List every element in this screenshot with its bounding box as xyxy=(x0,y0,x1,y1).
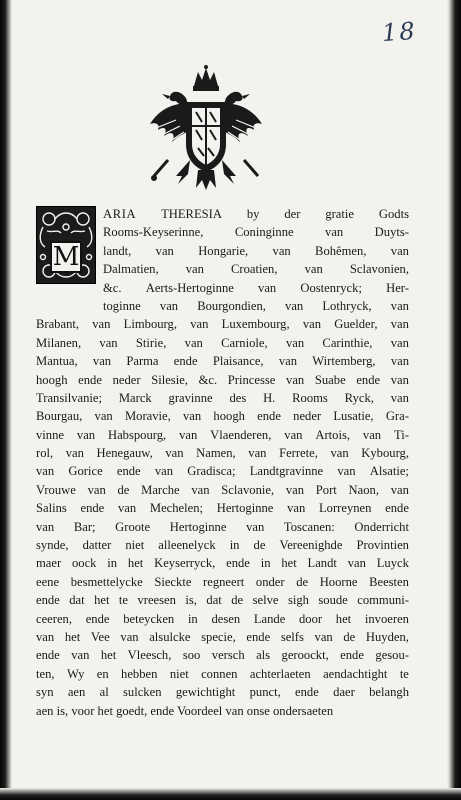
word: Alsatie; xyxy=(369,464,409,479)
word: invoeren xyxy=(364,611,409,626)
word: ende xyxy=(246,629,271,644)
word: ende xyxy=(85,611,110,626)
word: Limbourg, xyxy=(123,317,177,332)
word: gesou- xyxy=(375,648,409,663)
text-line xyxy=(36,518,409,536)
word: selfs xyxy=(280,629,304,644)
word: specie, xyxy=(201,629,236,644)
word: aen xyxy=(67,685,86,700)
word: ende xyxy=(116,464,141,479)
word: synde, xyxy=(36,538,69,553)
word: van xyxy=(304,262,323,277)
word: van xyxy=(347,556,366,571)
word: van xyxy=(248,446,267,461)
text-line xyxy=(36,371,409,389)
word: Keyserryck, xyxy=(154,556,216,571)
word: van xyxy=(278,354,298,369)
word: by xyxy=(246,207,260,221)
word: Rooms-Keyserinne, xyxy=(103,225,204,240)
word: Vleesch, xyxy=(127,648,172,663)
word: Bohêmen, xyxy=(315,243,367,258)
word: ende xyxy=(226,556,250,571)
word: selve xyxy=(252,593,279,608)
word: Vlaenderen, xyxy=(210,427,272,442)
word: des xyxy=(229,390,247,405)
word: van xyxy=(65,446,84,461)
word: Rooms xyxy=(292,390,328,405)
word: in xyxy=(229,538,240,553)
word: Guelder, xyxy=(334,317,378,332)
word: aendachtight xyxy=(323,666,388,681)
word: in xyxy=(260,556,271,571)
word: Ryck, xyxy=(344,390,374,405)
word: alleenelyck xyxy=(158,538,216,553)
word: Marck xyxy=(118,390,152,405)
word: gratie xyxy=(325,207,354,221)
word: &c. xyxy=(198,372,218,387)
word: van xyxy=(179,427,198,442)
page-edge-right xyxy=(447,0,461,800)
word: datter xyxy=(82,538,112,553)
word: dat xyxy=(69,593,85,608)
word: THERESIA xyxy=(161,207,222,221)
word: oock xyxy=(71,556,97,571)
word: neder xyxy=(293,409,322,424)
word: regneert xyxy=(203,574,245,589)
word: de xyxy=(117,482,130,497)
word: van xyxy=(99,335,118,350)
text-line xyxy=(36,315,409,333)
word: Transilvanie; xyxy=(36,390,103,405)
word: landt, xyxy=(103,243,132,258)
word: Princesse xyxy=(227,372,276,387)
word: ende xyxy=(36,593,60,608)
word: het xyxy=(64,629,81,644)
word: Naon, xyxy=(348,482,379,497)
word: in xyxy=(187,611,198,626)
word: hoogh xyxy=(36,372,68,387)
word: soo xyxy=(182,648,201,663)
word: Suabe xyxy=(314,372,346,387)
word: Godts xyxy=(378,207,409,221)
word: der xyxy=(284,207,301,221)
word: van xyxy=(390,243,409,258)
word: Milanen, xyxy=(36,335,82,350)
word: Duyts- xyxy=(374,225,409,240)
text-line xyxy=(36,242,409,260)
word: van xyxy=(286,372,305,387)
word: Stirie, xyxy=(135,335,167,350)
word: eene xyxy=(36,574,60,589)
word: de xyxy=(231,593,244,608)
word: van xyxy=(120,629,139,644)
word: het xyxy=(281,556,297,571)
word: ende xyxy=(340,648,364,663)
word: Vrouwe xyxy=(36,482,76,497)
text-line xyxy=(36,389,409,407)
double-headed-eagle-emblem xyxy=(146,64,266,192)
word: Ti- xyxy=(394,427,409,442)
word: hoogh xyxy=(213,409,245,424)
word: alsulcke xyxy=(149,629,191,644)
word: van xyxy=(258,280,277,295)
word: van xyxy=(36,464,55,479)
word: Coninginne xyxy=(234,225,294,240)
word: Luxembourg, xyxy=(221,317,290,332)
text-line xyxy=(36,462,409,480)
word: van xyxy=(390,390,409,405)
word: van xyxy=(191,482,210,497)
text-line xyxy=(36,481,409,499)
word: ende xyxy=(356,372,381,387)
word: Carniole, xyxy=(221,335,268,350)
word: van xyxy=(159,298,179,313)
word: van xyxy=(390,354,409,369)
word: Habspourg, xyxy=(107,427,167,442)
word: Luyck xyxy=(376,556,409,571)
word: van xyxy=(246,519,265,534)
word: Onderricht xyxy=(354,519,409,534)
text-line xyxy=(36,536,409,554)
word: te xyxy=(118,593,129,608)
word: Bourgau, xyxy=(36,409,83,424)
word: vreesen xyxy=(137,593,176,608)
word: van xyxy=(36,519,55,534)
word: dat xyxy=(206,593,222,608)
page-edge-left xyxy=(0,0,12,800)
word: Marche xyxy=(141,482,180,497)
text-line xyxy=(36,334,409,352)
word: versch xyxy=(211,648,245,663)
word: van xyxy=(314,629,333,644)
word: ende xyxy=(173,354,198,369)
word: Plaisance, xyxy=(212,354,264,369)
word: van xyxy=(390,372,409,387)
word: Henegauw, xyxy=(96,446,153,461)
word: gewichtight xyxy=(175,685,236,700)
word: Gorice xyxy=(68,464,103,479)
word: het xyxy=(94,593,110,608)
word: Bar; xyxy=(73,519,96,534)
word: ceeren, xyxy=(36,611,72,626)
word: &c. xyxy=(103,280,122,295)
word: gravinne xyxy=(168,390,213,405)
word: van xyxy=(302,317,322,332)
word: van xyxy=(87,482,106,497)
word: maer xyxy=(36,556,62,571)
word: Gra- xyxy=(385,409,409,424)
word: Beesten xyxy=(369,574,409,589)
word: onder xyxy=(255,574,285,589)
text-line xyxy=(36,591,409,609)
word: toginne xyxy=(103,298,141,313)
word: Parma xyxy=(126,354,159,369)
word: al xyxy=(99,685,109,700)
word: sigh xyxy=(287,593,309,608)
word: van xyxy=(155,243,174,258)
initial-letter: M xyxy=(50,241,82,273)
text-line xyxy=(36,665,409,683)
word: Gradisca; xyxy=(187,464,236,479)
word: de xyxy=(253,538,266,553)
word: Port xyxy=(315,482,337,497)
word: Namen, xyxy=(196,446,236,461)
text-line xyxy=(36,573,409,591)
word: connen xyxy=(201,666,238,681)
word: Sclavonien, xyxy=(349,262,409,277)
word: niet xyxy=(169,666,189,681)
word: Groote xyxy=(115,519,151,534)
word: ende xyxy=(257,409,281,424)
text-line-content: aen is, voor het goedt, ende Voordeel van onse ondersaeten xyxy=(36,703,334,718)
word: als xyxy=(256,648,271,663)
word: van xyxy=(285,335,305,350)
word: van xyxy=(284,427,303,442)
word: ende xyxy=(78,372,102,387)
text-line xyxy=(36,279,409,297)
word: Lande xyxy=(253,611,286,626)
word: van xyxy=(390,298,409,313)
word: Her- xyxy=(386,280,409,295)
word: syn xyxy=(36,685,54,700)
word: achterlaeten xyxy=(249,666,311,681)
word: van xyxy=(94,409,113,424)
word: Croatien, xyxy=(230,262,278,277)
word: van xyxy=(325,225,344,240)
word: van xyxy=(362,427,382,442)
word: van xyxy=(184,335,203,350)
word: ten, xyxy=(36,666,55,681)
word: desen xyxy=(211,611,241,626)
word: Wy xyxy=(66,666,85,681)
word: Oostenryck; xyxy=(300,280,362,295)
word: Vereenighde xyxy=(279,538,343,553)
word: neder xyxy=(112,372,141,387)
word: soude xyxy=(318,593,348,608)
word: Brabant, xyxy=(36,317,80,332)
word: Kybourg, xyxy=(361,446,409,461)
word: Wirtemberg, xyxy=(312,354,376,369)
body-text xyxy=(36,205,409,720)
text-line xyxy=(36,646,409,664)
word: te xyxy=(399,666,409,681)
word: in xyxy=(107,556,118,571)
word: het xyxy=(127,556,144,571)
word: van xyxy=(190,317,209,332)
word: Hertoginne xyxy=(169,519,227,534)
page-edge-bottom xyxy=(0,788,461,800)
word: beteycken xyxy=(123,611,175,626)
word: ende xyxy=(385,501,409,516)
word: van xyxy=(337,464,356,479)
word: van xyxy=(330,446,349,461)
word: punct, xyxy=(249,685,281,700)
word: ende xyxy=(295,685,319,700)
word: Dalmatien, xyxy=(103,262,159,277)
word: Sieckte xyxy=(154,574,192,589)
text-line xyxy=(36,407,409,425)
word: Salins xyxy=(36,501,67,516)
word: Toscanen: xyxy=(283,519,335,534)
word: van xyxy=(287,501,306,516)
text-line xyxy=(36,444,409,462)
word: daer xyxy=(333,685,355,700)
text-line xyxy=(36,628,409,646)
word: van xyxy=(92,317,111,332)
word: van xyxy=(185,262,204,277)
word: Ferrete, xyxy=(279,446,318,461)
word: Lothryck, xyxy=(322,298,372,313)
word: van xyxy=(183,409,202,424)
word: van xyxy=(390,317,409,332)
word: Hongarie, xyxy=(198,243,249,258)
word: en xyxy=(96,666,109,681)
word: Mechelen; xyxy=(149,501,204,516)
text-line xyxy=(36,223,409,241)
word: door xyxy=(299,611,323,626)
word: ARIA xyxy=(103,207,137,221)
word: Moravie, xyxy=(124,409,171,424)
word: van xyxy=(117,501,137,516)
word: het xyxy=(100,648,117,663)
word: Bourgondien, xyxy=(197,298,266,313)
text-line xyxy=(36,554,409,572)
text-line xyxy=(36,702,409,720)
page-number: 18 xyxy=(381,16,418,48)
word: Hoorne xyxy=(319,574,358,589)
word: besmettelycke xyxy=(70,574,143,589)
word: H. xyxy=(263,390,276,405)
word: van xyxy=(92,354,112,369)
word: geroockt, xyxy=(281,648,329,663)
word: Lusatie, xyxy=(333,409,374,424)
text-line xyxy=(36,260,409,278)
word: van xyxy=(165,446,184,461)
word: van xyxy=(390,335,409,350)
text-line xyxy=(36,610,409,628)
word: van xyxy=(154,464,174,479)
word: Sclavonie, xyxy=(221,482,275,497)
word: van xyxy=(71,648,90,663)
word: vinne xyxy=(36,427,64,442)
text-line xyxy=(36,426,409,444)
word: niet xyxy=(125,538,145,553)
word: Hertoginne xyxy=(216,501,274,516)
word: Landtgravinne xyxy=(249,464,324,479)
text-line xyxy=(36,683,409,701)
word: het xyxy=(335,611,352,626)
text-line xyxy=(36,352,409,370)
word: Carinthie, xyxy=(322,335,373,350)
word: de xyxy=(296,574,309,589)
word: Landt xyxy=(307,556,337,571)
word: de xyxy=(343,629,356,644)
word: communi- xyxy=(357,593,409,608)
word: Huyden, xyxy=(365,629,409,644)
word: Provintien xyxy=(356,538,409,553)
text-line xyxy=(36,205,409,223)
word: Aerts-Hertoginne xyxy=(145,280,234,295)
word: van xyxy=(390,482,409,497)
word: van xyxy=(285,482,305,497)
text-line xyxy=(36,499,409,517)
word: Mantua, xyxy=(36,354,78,369)
word: van xyxy=(76,427,96,442)
word: Lorreynen xyxy=(318,501,372,516)
text-line xyxy=(36,297,409,315)
word: Silesie, xyxy=(151,372,188,387)
word: Artois, xyxy=(315,427,350,442)
word: ende xyxy=(36,648,60,663)
word: Vee xyxy=(90,629,110,644)
word: rol, xyxy=(36,446,54,461)
word: ende xyxy=(80,501,105,516)
word: sulcken xyxy=(123,685,162,700)
word: van xyxy=(36,629,55,644)
word: hebben xyxy=(121,666,158,681)
word: van xyxy=(272,243,291,258)
word: is, xyxy=(185,593,197,608)
word: van xyxy=(285,298,304,313)
word: belangh xyxy=(369,685,409,700)
